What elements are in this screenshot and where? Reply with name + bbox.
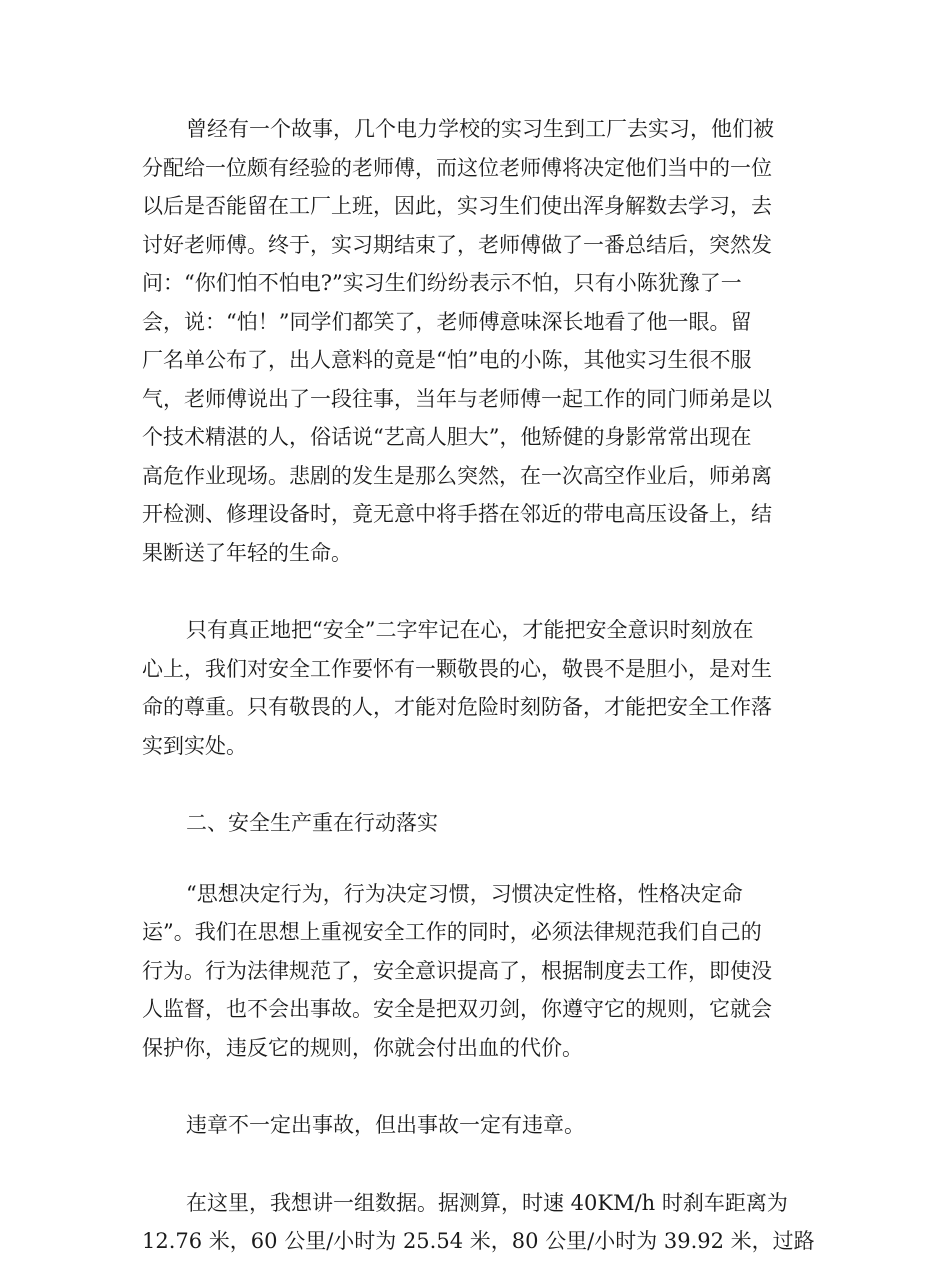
heading-text: 二、安全生产重在行动落实 [186, 811, 438, 835]
text-line: 讨好老师傅。终于，实习期结束了，老师傅做了一番总结后，突然发 [142, 232, 772, 257]
text-line: 开检测、修理设备时，竟无意中将手搭在邻近的带电高压设备上，结 [142, 502, 772, 526]
section-heading [142, 804, 802, 843]
text-line: 厂名单公布了，出人意料的竟是“怕”电的小陈，其他实习生很不服 [142, 348, 752, 372]
text-line: 保护你，违反它的规则，你就会付出血的代价。 [142, 1035, 583, 1060]
text-line: 违章不一定出事故，但出事故一定有违章。 [186, 1113, 585, 1137]
text-line: 实到实处。 [142, 733, 247, 758]
text-line: 以后是否能留在工厂上班，因此，实习生们使出浑身解数去学习，去 [142, 194, 772, 218]
text-line: 高危作业现场。悲剧的发生是那么突然，在一次高空作业后，师弟离 [142, 463, 772, 488]
text-line: “思想决定行为，行为决定习惯，习惯决定性格，性格决定命 [186, 881, 743, 906]
paragraph-spacing [142, 1145, 802, 1184]
text-line: 会，说：“怕！”同学们都笑了，老师傅意味深长地看了他一眼。留 [142, 309, 752, 334]
text-line: 运”。我们在思想上重视安全工作的同时，必须法律规范我们自己的 [142, 920, 762, 944]
text-line: 人监督，也不会出事故。安全是把双刃剑，你遵守它的规则，它就会 [142, 997, 772, 1021]
text-line: 果断送了年轻的生命。 [142, 540, 352, 565]
text-line: 12.76 米，60 公里/小时为 25.54 米，80 公里/小时为 39.92 米，过路 [142, 1229, 815, 1253]
paragraph-story [142, 110, 802, 572]
text-line: 分配给一位颇有经验的老师傅，而这位老师傅将决定他们当中的一位 [142, 155, 772, 180]
text-line: 个技术精湛的人，俗话说“艺高人胆大”，他矫健的身影常常出现在 [142, 425, 752, 449]
paragraph-violation [142, 1106, 802, 1145]
paragraph-spacing [142, 843, 802, 875]
paragraph-behavior [142, 875, 802, 1068]
paragraph-spacing [142, 572, 802, 611]
paragraph-spacing [142, 1067, 802, 1106]
text-line: 曾经有一个故事，几个电力学校的实习生到工厂去实习，他们被 [186, 117, 774, 141]
text-line: 气，老师傅说出了一段往事，当年与老师傅一起工作的同门师弟是以 [142, 386, 772, 411]
text-line: 在这里，我想讲一组数据。据测算，时速 40KM/h 时刹车距离为 [186, 1190, 788, 1215]
paragraph-respect [142, 611, 802, 765]
text-line: 心上，我们对安全工作要怀有一颗敬畏的心，敬畏不是胆小，是对生 [142, 656, 772, 681]
text-line: 只有真正地把“安全”二字牢记在心，才能把安全意识时刻放在 [186, 618, 754, 642]
document-body [142, 110, 815, 1261]
text-line: 行为。行为法律规范了，安全意识提高了，根据制度去工作，即使没 [142, 958, 772, 983]
paragraph-data [142, 1184, 815, 1261]
paragraph-spacing [142, 765, 802, 804]
text-line: 命的尊重。只有敬畏的人，才能对危险时刻防备，才能把安全工作落 [142, 695, 772, 719]
text-line: 问：“你们怕不怕电?”实习生们纷纷表示不怕，只有小陈犹豫了一 [142, 271, 742, 295]
